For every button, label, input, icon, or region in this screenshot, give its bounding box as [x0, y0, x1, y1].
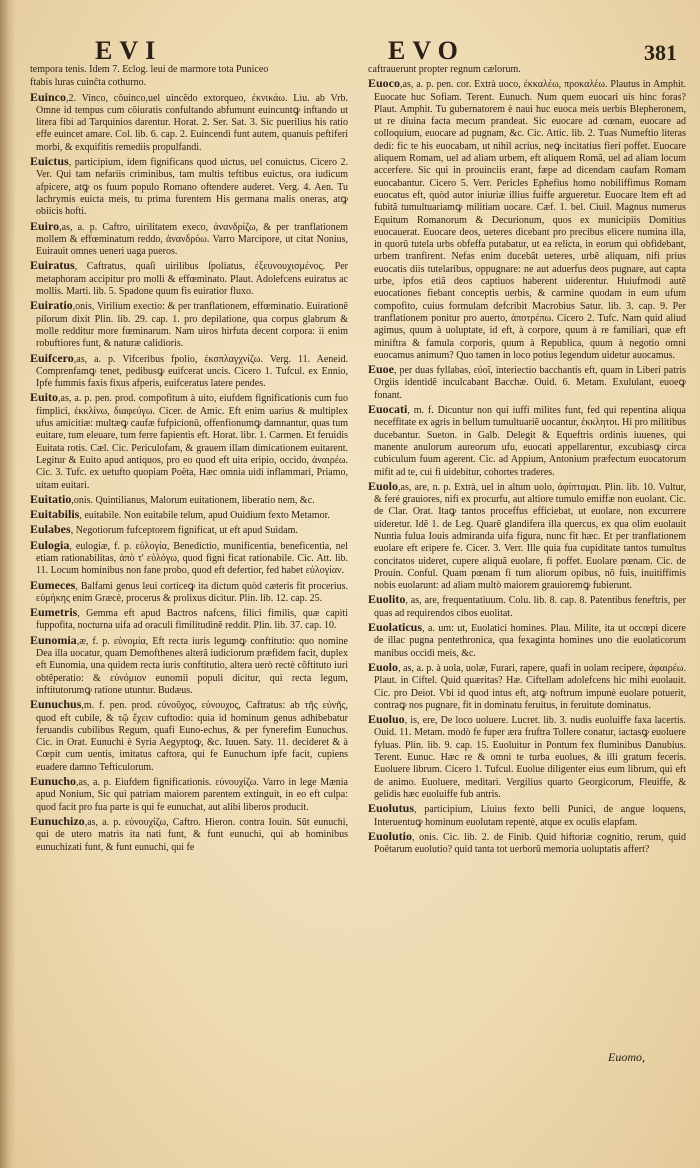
dictionary-entry: [30, 352, 348, 391]
dictionary-entry: [368, 802, 686, 829]
entry-headword: Euito: [30, 390, 59, 405]
entry-text: , euitabile. Non euitabile telum, apud Ouidium fexto Metamor.: [79, 510, 330, 522]
entry-headword: Eunucho: [30, 774, 77, 789]
entry-headword: Euoluo: [368, 712, 405, 727]
catchword: Euomo,: [608, 1050, 645, 1064]
entry-text: ,as, a. p. Caftro, uirilitatem execo, ἀνανδρίζω, & per tranflationem mollem & effœminatum reddo, ἀνανδρόω. Varro Marcipore, ut citat Nonius, Euirauit omnes ueneri uaga pueros.: [36, 221, 348, 258]
entry-headword: Euifcero: [30, 350, 74, 365]
entry-headword: Eumetris: [30, 605, 78, 620]
dictionary-entry: [30, 775, 348, 814]
entry-text: , Negotiorum fufceptorem fignificat, ut eft apud Suidam.: [70, 525, 298, 537]
entry-headword: Euolutus: [368, 801, 415, 816]
dictionary-entry: [30, 220, 348, 259]
entry-headword: Eunomia: [30, 632, 77, 647]
running-head-left: EVI: [95, 36, 163, 65]
entry-headword: Euiratus: [30, 258, 75, 273]
entry-headword: Euiratio: [30, 298, 73, 313]
entry-headword: Euolaticus: [368, 620, 423, 635]
entry-text: , Balfami genus leui corticeꝙ ita dictum quòd cæteris fit procerius. εὐμήκης enim Græcè, procerus & prolixus dicitur. Plin. lib. 12. cap. 25.: [36, 580, 348, 604]
entry-text: ,æ, f. p. εὐνομία, Eft recta iuris legumꝙ conftitutio: quo nomine Dea illa uocatur, quam Demofthenes alterã iudiciorum præfidem facit, duplex eft Eunomia, una quidem recta iuris conftitutio, altera uerò rectè cõftituto iuri obtẽperatio: & εὐνόμιον eunomii populi dicitur, qui recta legum, inftitutorumꝙ ratione utuntur. Budæus.: [36, 635, 348, 696]
dictionary-entry: [368, 621, 686, 660]
page-gutter-shadow: [0, 0, 16, 1168]
entry-headword: Euocati: [368, 402, 408, 417]
entry-headword: Euolo: [368, 659, 399, 674]
entry-text: ,as, a. p. Eiufdem fignificationis. εὐνουχίζω. Varro in lege Mænia apud Nonium, Sic qui patriam maiorem parentem extinguit, in eo eft culpa: quod facit pro fua parte is qui fe eunuchat, aut alibi liberos producit.: [36, 777, 348, 813]
dictionary-entry: [368, 363, 686, 402]
entry-headword: Eunuchus: [30, 697, 82, 712]
entry-headword: Euiro: [30, 218, 60, 233]
right-column: [368, 64, 686, 1144]
entry-headword: Euitabilis: [30, 507, 80, 522]
entry-headword: Euolutio: [368, 828, 413, 843]
page-number: 381: [644, 40, 677, 65]
entry-text: , m. f. Dicuntur non qui iuffi milites funt, fed qui repentina aliqua neceffitate ex agris in bellum tumultuariẽ uocantur, ἐκκλητοι. Hi pro militibus ducebantur. Sueton. in Galb. Delegit & Equeftris ordinis iuuenes, qui manente anulorum aureorum ufu, euocati appellarentur, excubiasꝙ circa cubiculum fuum agerent. Cic. ad Appium, Antonium præfectum euocatorum mifit ad te, cui fi uidebitur, cohortes traderes.: [374, 405, 686, 478]
entry-text: , a. um: ut, Euolatici homines. Plau. Milite, ita ut occœpi dicere de illac pugna pentethronica, qua fexaginta homines uno die euolaticorum manibus occidi meis, &c.: [374, 623, 686, 659]
dictionary-entry: [368, 661, 686, 712]
entry-text: , onis. Cic. lib. 2. de Finib. Quid hiftoriæ cognitio, rerum, quid Poëtarum euolutio? quid tanta tot uerborũ memoria uoluptatis affert?: [374, 831, 686, 856]
entry-headword: Euitatio: [30, 491, 72, 506]
entry-text: ,as, are, n. p. Extrà, uel in altum uolo, ἀφίπταμαι. Plin. lib. 10. Vultur, & feré grauiores, nifi ex procurfu, aut altiore tumulo emiffæ non euolant. Cic. de Clar. Orat. Itaꝙ tantos proceffus efficiebat, ut euolare, non excurrere uideretur. Idẽ 1. de Leg. Quarẽ glandifera illa quercus, ex qua olim euolauit Nuntia fulua Iouis admiranda uifa figura, nunc fit hæc. Et per tranflationem euolare eft eripere fe. Cicer. 3. Verr. Ille quia fua cupiditate tantos tumultus concitatos uideret, cupere aliquã euolare, fi poffet. Euolare pœnam. Cic. de Prouin. Conful. Quam pœnam fi tum aliorum opibus, nõ fuis, inuitiffimis nobis euolarunt: ad aliam multò maiorem grauioremꝙ fubierunt.: [374, 481, 686, 592]
entry-text: , as, are, frequentatiuum. Colu. lib. 8. cap. 8. Patentibus feneftris, per quas ad requirendos cibos euolitat.: [374, 595, 686, 619]
entry-text: , eulogiæ, f. p. εὐλογία, Benedictio, munificentia, beneficentia, nel etiam rationabilitas, ἀπὸ τ' εὐλόγω, quod figni ficat rationabile. Cic. Att. lib. 11. Locum hominibus non fane probo, quod eft defertior, fed habet εὐλογίαν.: [36, 540, 348, 577]
entry-headword: Eulogia: [30, 537, 70, 552]
dictionary-entry: [30, 539, 348, 578]
left-column: [30, 64, 348, 1144]
entry-text: , is, ere, De loco uoluere. Lucret. lib. 3. nudis euoluiffe faxa lacertis. Ouid. 11. Metam. modò fe fuper æra fruftra Tollere conatur, iactasꝙ euoluere fyluas. Plin. lib. 9. cap. 15. Euoluitur in Pontum fex fluminibus Danubius. Terent. Eunuc. Hæc re & omni te turba euolues, & illi gratum feceris. Euoluere librum. Cicero 1. Tufcul. Euolue diligenter eius eum librum, qui eft de animo. Euoluere, meditari. Vergilius quarto Georgicorum, Fleuiffe, & gelidis hæc euoluiffe fub antris.: [374, 715, 686, 800]
dictionary-entry: [368, 77, 686, 362]
dictionary-entry: [368, 593, 686, 620]
dictionary-entry: [368, 64, 686, 76]
entry-text: ,onis. Quintilianus, Malorum euitationem, liberatio nem, &c.: [71, 494, 315, 506]
entry-text: ,as, a. p. εὐνουχίζω, Caftro. Hieron. contra Iouin. Sũt eunuchi, qui de utero matris ita nati funt, & funt eunuchi, qui ab hominibus eunuchizati funt, & funt eunuchi, qui fe: [36, 816, 348, 853]
entry-text: , Caftratus, quaſi uirilibus ſpoliatus, ἐξευνουχισμένος. Per metaphoram accipitur pro molli & effœminato. Plaut. Adolefcens euiratus ac mollis. Marti. lib. 5. Spadone quum fis euiratior fluxo.: [36, 261, 348, 298]
entry-headword: Euolo: [368, 478, 399, 493]
dictionary-entry: [30, 634, 348, 697]
dictionary-entry: [30, 155, 348, 218]
dictionary-entry: [30, 508, 348, 522]
dictionary-entry: [368, 480, 686, 593]
entry-headword: Euolito: [368, 592, 406, 607]
dictionary-entry: [30, 64, 348, 76]
dictionary-entry: [30, 579, 348, 606]
entry-text: ,m. f. pen. prod. εὐνοῦχος, εὐνουχος, Caftratus: ab τῆς εὐνῆς, quod eft cubile, & τῷ ἔχειν cuftodio: quia id hominum genus adhibebatur feruandis cubilibus Regum, quafi Euno-echus, & per fynerefim Eunuchus. Cic. in Orat. Eunuchi è Syria Aegyptoꝙ, &c. Iuuen. Saty. 11. decideret & à Cœpit cum uentis, imitatus caftora, qui fe Eunuchum ipfe facit, cupiens euadere damno Tefticulorum.: [36, 700, 348, 773]
entry-text: ,2. Vinco, cõuinco,uel uincẽdo extorqueo, ἐκνικάω. Liu. ab Vrb. Omne id tempus cum cõiuratis confultando abfumunt euincuntꝙ inftando ut litera fibi ad Tarquinios darentur. Horat. 2. Ser. Sat. 3. Sic puerilius his ratio effe euincet amare. Col. lib. 6. cap. 2. Euincendi funt autem, quanuis peftiferi morbi, & exquifitis remediis propulfandi.: [36, 92, 348, 153]
entry-text: ,as, a. p. pen. prod. compofitum à uito, eiufdem fignificationis cum fuo fimplici, ἐκκλίνω, διαφεύγω. Cicer. de Amic. Eft enim uarius & multiplex ufus amicitiæ: multæꝙ caufæ fufpicionũ, offenfionumꝙ damnantur, quas tum euitare, tum eleuare, tum ferre fapientis eft. Horat. libr. 1. Carmen. Et feruidis Euitata rotis. Cæl. Cic. Periculofam, & grauem illam dimicationem euitarent. Legitur & Euito apud antiquos, pro eo quod eft uita eripio, occido, ἀναιρέω. Cic. 3. Tufc. ex uetufto quopiam Poëta, Hæc omnia uidi inflammari, Priamo, uitam euitari.: [36, 393, 348, 491]
dictionary-entry: [30, 259, 348, 298]
entry-headword: Eulabes: [30, 522, 71, 537]
dictionary-entry: [30, 299, 348, 350]
dictionary-entry: [368, 713, 686, 801]
entry-text: , Gemma eft apud Bactros nafcens, filici fimilis, quæ capiti fuppofita, nocturna uifa ad oraculi fimilitudinẽ reddit. Plin. lib. 37. cap. 10.: [36, 608, 348, 632]
running-head-right: EVO: [388, 36, 465, 65]
dictionary-entry: [30, 815, 348, 854]
entry-text: ftabis luras cuinĉta cothurno.: [30, 77, 147, 89]
entry-text: , per duas fyllabas, εὐοῖ, interiectio bacchantis eft, quam in Liberi patris Orgiis identidẽ inculcabant Bacchæ. Ouid. 6. Metam. Exululant, euoeꝙ fonant.: [374, 365, 686, 401]
dictionary-entry: [30, 493, 348, 507]
entry-headword: Eunuchizo: [30, 813, 85, 828]
entry-headword: Eumeces: [30, 577, 76, 592]
entry-headword: Euoe: [368, 362, 395, 377]
dictionary-entry: [30, 77, 348, 89]
entry-headword: Euinco: [30, 89, 67, 104]
dictionary-entry: [30, 91, 348, 154]
entry-text: ,as, a. p. Vifceribus fpolio, ἐκσπλαγχνίζω. Verg. 11. Aeneid. Comprenfamꝙ tenet, pedibusꝙ euifcerat uncis. Cicero 1. Tufcul. ex Ennio, Ipfe fummis faxis fixus afperis, euifceratus latere pendes.: [36, 353, 348, 390]
entry-text: , participium, Liuius fexto belli Punici, de angue loquens, Interuentuꝙ hominum euolutam repentè, atque ex oculis elapfam.: [374, 804, 686, 828]
entry-text: , participium, idem fignificans quod uictus, uel conuictus. Cicero 2. Ver. Qui tam nefariis criminibus, tam multis teftibus euictus, ora iudicum afpicere, atꝙ os fuum populo Romano oftendere auderet. Verg. 4. Aen. Tu lachrymis euicta meis, tu prima furentem His germana malis oneras, atꝙ obiicis hofti.: [36, 157, 348, 218]
entry-text: ,as, a. p. pen. cor. Extrà uoco, ἐκκαλέω, προκαλέω. Plautus in Amphit. Euocate huc Sofiam. Terent. Eunuch. Num quem euocari uis hinc foras? Plaut. Amphit. Tu gubernatorem è naui huc euoca meis uerbis Blepheronem, ut re diuina facta mecum prandeat. Sic euocare ad cœnam, euocare ad colloquium, euocare ad pugnam, &c. Cic. Attic. lib. 2. Tuas Numeftio literas dedi: fic te his euocabam, ut nihil acrius, neꝙ incitatius fieri poffet. Euocare aliquem Romam, uel ad aliam urbem, eft aliquem Romã, uel ad aliam locum accerfere. Sic qui in prouinciis erant, fæpe ad dicendam caufam Romam euocabantur. Cicero 5. Verr. Pericles Ephefius homo nobiliffimus Romam euocatus eft, quòd autor iniuriæ illius fuiffe argueretur. Euocare ltem eft ad fubitã tumultuariamꝙ militiam uocare. Cæf. 1. bel. Ciuil. Magnus numerus Equitum Romanorum & Decurionum, quos ex municipiis Domitius euocauerat. Euocare deos, ueteres dicebant pro precibus elicere numina illa, in quorũ tutela urbs obfeffa putabatur, ut ea relicta, in eorum qui obfidebant, urbem tranfirent. Nefas enim ducebãt ueteres, urbẽ aliquam, nifi prius euocatis diis tutelaribus, oppugnare: ne aut aduerfus deos pugnare, aut capta urbe, ipfos etiã deos captiuos haberent uiderentur. Huiufmodi autẽ euocationes fiebant conceptis uerbis, & carmine quodam in eum ufum compofito, cuius formulam defcribit Macrobius Satur. lib. 3. cap. 9. Per tranflationem ponitur pro auerto, ἀποτρέπω. Cicero 2. Tufc. Nam quid aliud agimus, quum à uoluptate, id eft, à corpore, quum à re familiari, quæ eft miniftra & famula corporis, quum à Republica, quum à negotio omni euocamus animum? Quo tamen in loco potius legendum uidetur auocamus.: [374, 79, 686, 361]
dictionary-entry: [30, 391, 348, 491]
entry-headword: Euoco: [368, 76, 401, 91]
dictionary-entry: [30, 523, 348, 537]
dictionary-entry: [368, 830, 686, 857]
dictionary-entry: [30, 606, 348, 633]
entry-headword: Euictus: [30, 154, 69, 169]
entry-text: caftrauerunt propter regnum cælorum.: [368, 64, 521, 75]
entry-text: , as, a. p. à uola, uolæ, Furari, rapere, quafi in uolam recipere, ἀφαιρέω. Plaut. in Ciftel. Quid quæritas? Hæ. Ciftellam adolefcens hic mihi euolauit. Cic. pro Deiot. Vbi id quod intus eft, atꝙ noftrum impunè euolare potuerit, contraꝙ nos pugnare, fit in dominatu feruitus, in feruitute dominatus.: [374, 662, 686, 711]
entry-text: tempora tenis. Idem 7. Eclog. leui de marmore tota Puniceo: [30, 64, 269, 75]
entry-text: ,onis, Virilium exectio: & per tranflationem, effœminatio. Euirationẽ pilorum dixit Plin. lib. 29. cap. 1. pro depilatione, qua corpus glabrum & molle redditur more fœminarum. Nam uiros hirfuta decent corpora: ii enim robuftiores funt, & naturæ calidioris.: [36, 301, 348, 350]
dictionary-entry: [368, 403, 686, 479]
dictionary-entry: [30, 698, 348, 774]
